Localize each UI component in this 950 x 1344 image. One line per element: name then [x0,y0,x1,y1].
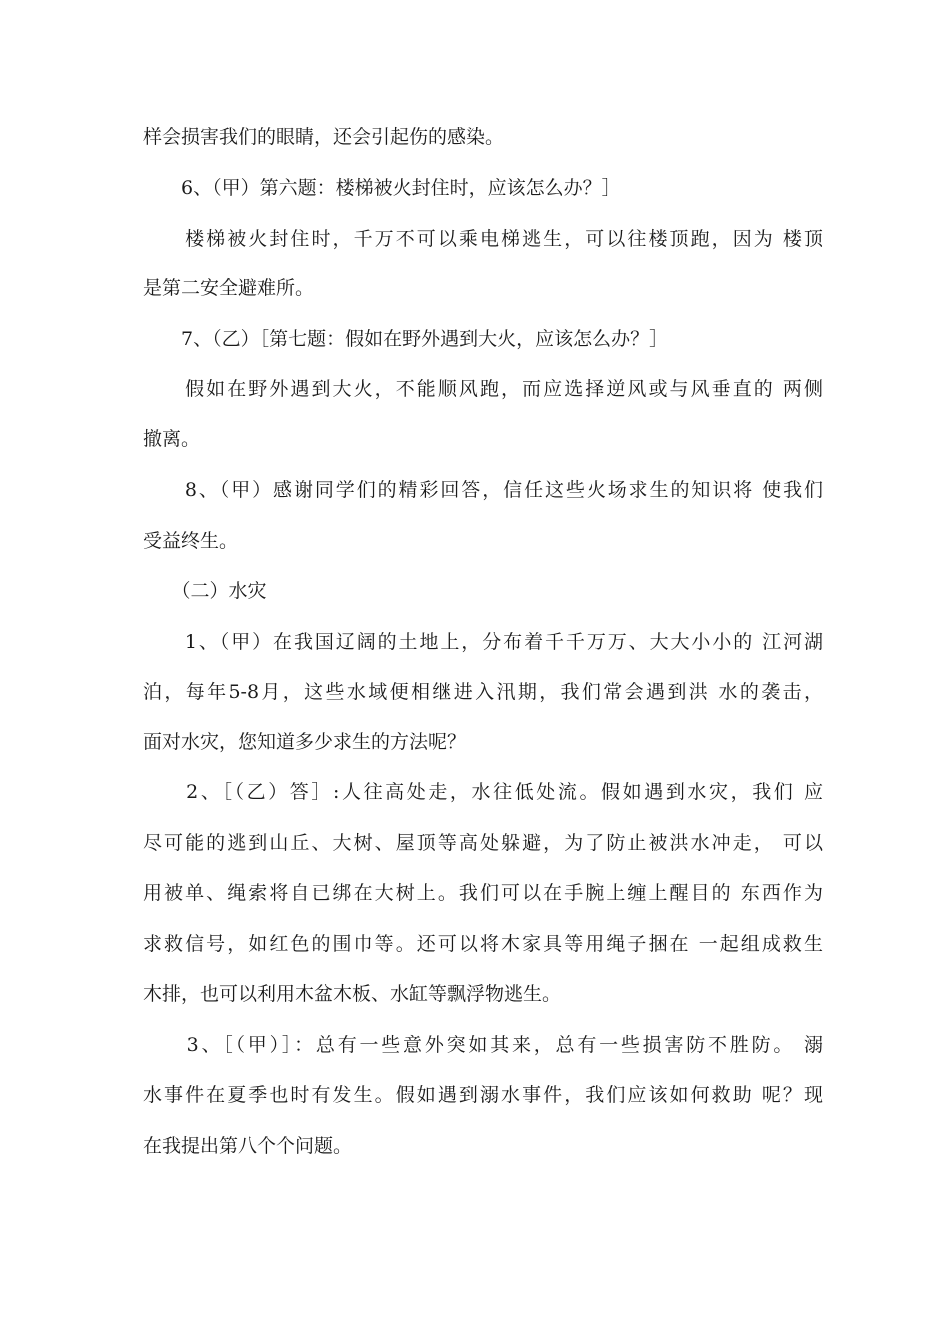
text-line: 8、（甲）感谢同学们的精彩回答，信任这些火场求生的知识将 使我们 [143,479,823,501]
text-line: 样会损害我们的眼睛，还会引起伤的感染。 [143,126,505,148]
text-line: 求救信号，如红色的围巾等。还可以将木家具等用绳子捆在 一起组成救生 [143,933,823,955]
section-heading: （二）水灾 [143,580,267,602]
text-line: 尽可能的逃到山丘、大树、屋顶等高处躲避，为了防止被洪水冲走， 可以 [143,832,823,854]
text-line: 是第二安全避难所。 [143,277,315,299]
text-line: 受益终生。 [143,530,239,552]
text-line: 面对水灾，您知道多少求生的方法呢？ [143,731,467,753]
text-line: 3、［（甲）］：总有一些意外突如其来，总有一些损害防不胜防。 溺 [143,1034,823,1056]
text-line: 木排，也可以利用木盆木板、水缸等飘浮物逃生。 [143,983,562,1005]
question-heading: 6、（甲）第六题：楼梯被火封住时，应该怎么办？］ [143,177,621,199]
text-line: 假如在野外遇到大火，不能顺风跑，而应选择逆风或与风垂直的 两侧 [143,378,823,400]
text-line: 用被单、绳索将自已绑在大树上。我们可以在手腕上缠上醒目的 东西作为 [143,882,823,904]
text-line: 在我提出第八个个问题。 [143,1135,353,1157]
text-line: 撤离。 [143,428,201,450]
text-line: 2、［（乙）答］:人往高处走，水往低处流。假如遇到水灾，我们 应 [143,781,823,803]
question-heading: 7、（乙）［第七题：假如在野外遇到大火，应该怎么办？］ [143,328,669,350]
text-line: 1、（甲）在我国辽阔的土地上，分布着千千万万、大大小小的 江河湖 [143,631,823,653]
text-line: 水事件在夏季也时有发生。假如遇到溺水事件，我们应该如何救助 呢？现 [143,1084,823,1106]
text-line: 楼梯被火封住时，千万不可以乘电梯逃生，可以往楼顶跑，因为 楼顶 [143,228,823,250]
text-line: 泊，每年5-8月，这些水域便相继进入汛期，我们常会遇到洪 水的袭击， [143,681,823,703]
